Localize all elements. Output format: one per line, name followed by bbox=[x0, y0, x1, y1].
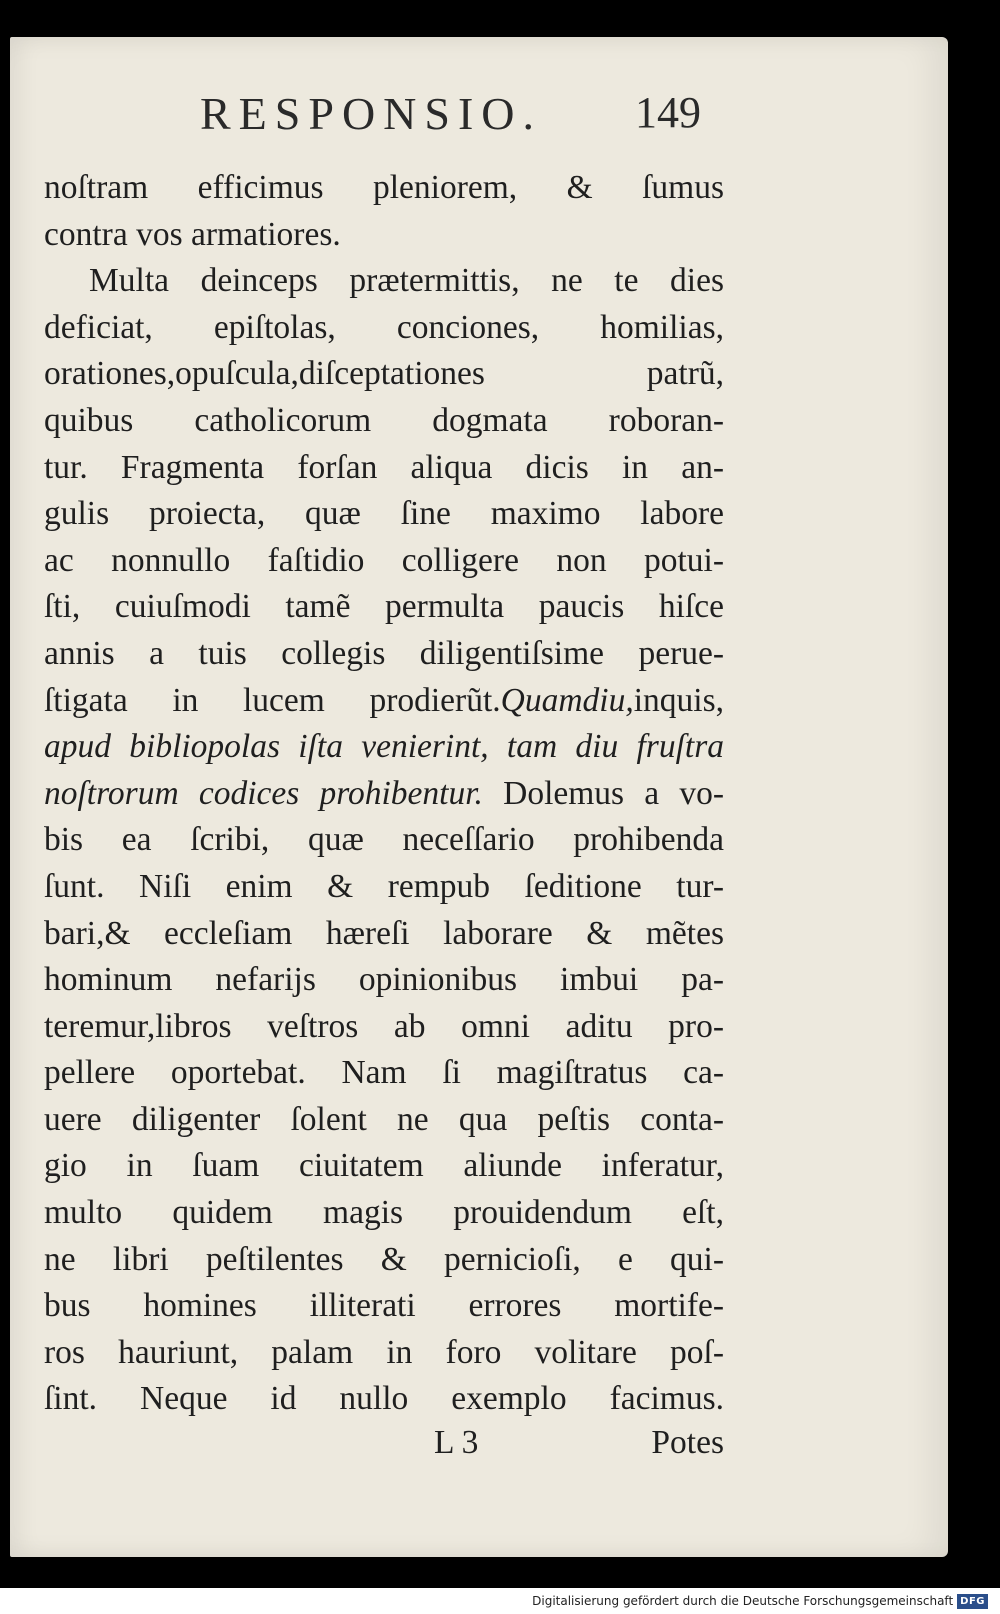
text-span: Multa deinceps prætermittis, ne te dies bbox=[89, 262, 724, 300]
text-line bbox=[44, 351, 724, 398]
book-page bbox=[10, 37, 948, 1557]
text-line bbox=[44, 1283, 724, 1330]
text-line bbox=[44, 1330, 724, 1377]
text-span: uere diligenter ſolent ne qua peſtis conta- bbox=[44, 1100, 724, 1138]
text-span: ſint. Neque id nullo exemplo facimus. bbox=[44, 1380, 724, 1418]
text-line bbox=[44, 1143, 724, 1190]
text-span: deficiat, epiſtolas, conciones, homilias, bbox=[44, 308, 724, 346]
text-span: ſtigata in lucem prodierũt. bbox=[44, 681, 501, 719]
text-line bbox=[44, 1050, 724, 1097]
text-span: hominum nefarijs opinionibus imbui pa- bbox=[44, 961, 724, 999]
digitization-credit bbox=[528, 1590, 992, 1612]
text-line bbox=[44, 771, 724, 818]
dfg-logo: DFG bbox=[957, 1594, 988, 1609]
italic-text: apud bibliopolas iſta venierint, tam diu fruſtra bbox=[44, 728, 724, 766]
text-line bbox=[44, 864, 724, 911]
text-line bbox=[44, 491, 724, 538]
text-span: ac nonnullo faſtidio colligere non potui- bbox=[44, 541, 724, 579]
text-line bbox=[44, 817, 724, 864]
text-line bbox=[44, 398, 724, 445]
text-span: contra vos armatiores. bbox=[44, 215, 341, 253]
text-line bbox=[44, 445, 724, 492]
text-line bbox=[44, 724, 724, 771]
page-footer bbox=[44, 1424, 724, 1470]
text-line bbox=[44, 1097, 724, 1144]
italic-text: Quamdiu, bbox=[500, 681, 634, 719]
text-line bbox=[44, 911, 724, 958]
body-text bbox=[44, 165, 724, 1423]
text-line bbox=[44, 1376, 724, 1423]
text-span: bis ea ſcribi, quæ neceſſario prohibenda bbox=[44, 821, 724, 859]
credit-text: Digitalisierung gefördert durch die Deutsche Forschungsgemeinschaft bbox=[532, 1594, 954, 1608]
text-line bbox=[44, 305, 724, 352]
text-line bbox=[44, 678, 724, 725]
text-span: noſtram efficimus pleniorem, & ſumus bbox=[44, 169, 724, 206]
text-line bbox=[44, 258, 724, 305]
catchword: Potes bbox=[651, 1424, 724, 1461]
text-span: gulis proiecta, quæ ſine maximo labore bbox=[44, 495, 724, 533]
text-span: bus homines illiterati errores mortife- bbox=[44, 1287, 724, 1325]
text-line bbox=[44, 212, 724, 259]
text-span: ſunt. Niſi enim & rempub ſeditione tur- bbox=[44, 867, 724, 905]
text-line bbox=[44, 957, 724, 1004]
text-span: ſti, cuiuſmodi tamẽ permulta paucis hiſce bbox=[44, 588, 724, 626]
text-span: orationes,opuſcula,diſceptationes patrũ, bbox=[44, 355, 724, 393]
text-span: Dolemus a vo- bbox=[482, 774, 724, 812]
page-number: 149 bbox=[635, 88, 701, 137]
text-line bbox=[44, 538, 724, 585]
text-span: annis a tuis collegis diligentiſsime perue- bbox=[44, 634, 724, 672]
text-line bbox=[44, 1237, 724, 1284]
text-span: quibus catholicorum dogmata roboran- bbox=[44, 401, 724, 439]
text-line bbox=[44, 1004, 724, 1051]
text-span: tur. Fragmenta forſan aliqua dicis in an- bbox=[44, 448, 724, 486]
text-span: inquis, bbox=[633, 681, 724, 719]
page-header bbox=[10, 87, 948, 139]
text-span: bari,& eccleſiam hæreſi laborare & mẽtes bbox=[44, 914, 724, 952]
signature-mark: L 3 bbox=[434, 1424, 479, 1461]
text-line bbox=[44, 165, 724, 212]
text-span: ros hauriunt, palam in foro volitare poſ- bbox=[44, 1333, 724, 1371]
text-span: pellere oportebat. Nam ſi magiſtratus ca- bbox=[44, 1054, 724, 1092]
text-line bbox=[44, 584, 724, 631]
text-line bbox=[44, 631, 724, 678]
italic-text: noſtrorum codices prohibentur. bbox=[44, 774, 483, 812]
running-head: RESPONSIO. bbox=[200, 88, 543, 139]
text-span: teremur,libros veſtros ab omni aditu pro- bbox=[44, 1007, 724, 1045]
text-span: ne libri peſtilentes & pernicioſi, e qui- bbox=[44, 1240, 724, 1278]
text-line bbox=[44, 1190, 724, 1237]
text-span: multo quidem magis prouidendum eſt, bbox=[44, 1194, 724, 1232]
text-span: gio in ſuam ciuitatem aliunde inferatur, bbox=[44, 1147, 724, 1185]
